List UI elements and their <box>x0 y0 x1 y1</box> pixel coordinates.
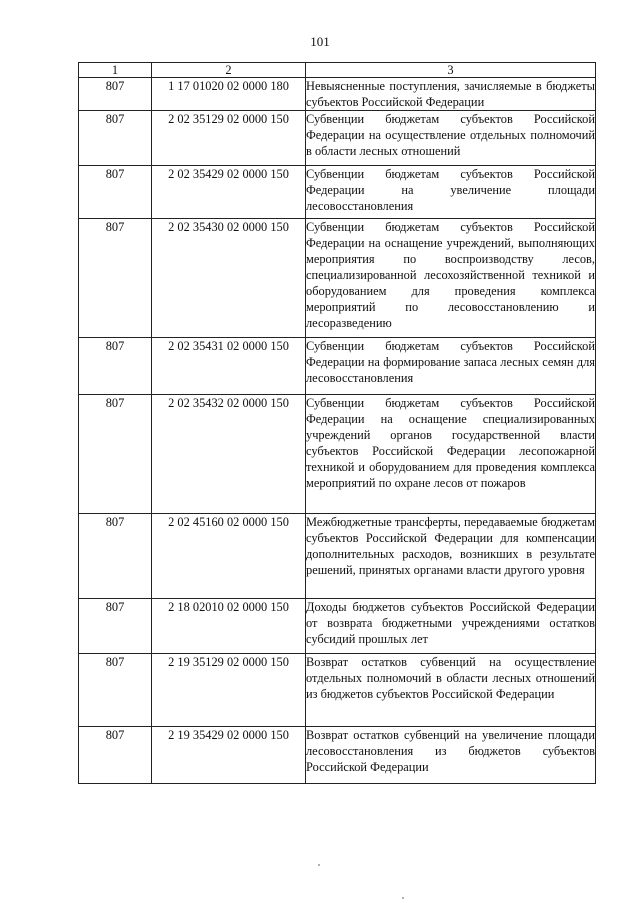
column-header-3: 3 <box>306 63 596 78</box>
column-header-1: 1 <box>79 63 152 78</box>
admin-code-cell: 807 <box>79 654 152 727</box>
column-header-2: 2 <box>152 63 306 78</box>
description-cell: Возврат остатков субвенций на увеличение площади лесовосстановления из бюджетов субъектов Российской Федерации <box>306 727 596 784</box>
admin-code-cell: 807 <box>79 599 152 654</box>
description-cell: Субвенции бюджетам субъектов Российской Федерации на осуществление отдельных полномочий в области лесных отношений <box>306 111 596 166</box>
table-row <box>79 395 596 514</box>
admin-code-cell: 807 <box>79 111 152 166</box>
budget-classification-table <box>78 62 596 784</box>
kbk-code-cell: 2 19 35129 02 0000 150 <box>152 654 306 727</box>
description-cell: Невыясненные поступления, зачисляемые в бюджеты субъектов Российской Федерации <box>306 79 595 109</box>
description-cell: Возврат остатков субвенций на осуществление отдельных полномочий в области лесных отношений из бюджетов субъектов Российской Федерации <box>306 654 596 727</box>
description-cell: Межбюджетные трансферты, передаваемые бюджетам субъектов Российской Федерации для компенсации дополнительных расходов, возникших в результате решений, принятых органами власти другого уровня <box>306 514 596 599</box>
admin-code-cell: 807 <box>79 514 152 599</box>
description-cell: Субвенции бюджетам субъектов Российской Федерации на формирование запаса лесных семян для лесовосстановления <box>306 338 596 395</box>
admin-code-cell: 807 <box>79 78 152 111</box>
kbk-code-cell: 2 02 35432 02 0000 150 <box>152 395 306 514</box>
table-row <box>79 219 596 338</box>
kbk-code-cell: 2 02 45160 02 0000 150 <box>152 514 306 599</box>
admin-code-cell: 807 <box>79 338 152 395</box>
kbk-code-cell: 2 02 35429 02 0000 150 <box>152 166 306 219</box>
scan-speck <box>318 864 320 866</box>
kbk-code-cell: 2 02 35430 02 0000 150 <box>152 219 306 338</box>
kbk-code-cell: 1 17 01020 02 0000 180 <box>152 78 306 111</box>
table-row <box>79 166 596 219</box>
table-row <box>79 727 596 784</box>
kbk-code-cell: 2 02 35431 02 0000 150 <box>152 338 306 395</box>
kbk-code-cell: 2 18 02010 02 0000 150 <box>152 599 306 654</box>
kbk-code-cell: 2 19 35429 02 0000 150 <box>152 727 306 784</box>
scan-speck <box>402 897 404 899</box>
table-row <box>79 338 596 395</box>
kbk-code-cell: 2 02 35129 02 0000 150 <box>152 111 306 166</box>
table-row <box>79 78 596 111</box>
description-cell: Субвенции бюджетам субъектов Российской Федерации на оснащение учреждений, выполняющих мероприятия по воспроизводству лесов, специализированной лесохозяйственной техникой и оборудованием для проведения комплекса мероприятий по лесовосстановлению и лесоразведению <box>306 219 596 338</box>
table-header-row <box>79 63 596 78</box>
admin-code-cell: 807 <box>79 727 152 784</box>
description-cell: Субвенции бюджетам субъектов Российской Федерации на увеличение площади лесовосстановления <box>306 166 596 219</box>
admin-code-cell: 807 <box>79 219 152 338</box>
table-row <box>79 599 596 654</box>
table-row <box>79 514 596 599</box>
table-row <box>79 654 596 727</box>
description-cell: Субвенции бюджетам субъектов Российской Федерации на оснащение специализированных учреждений органов государственной власти субъектов Российской Федерации лесопожарной техникой и оборудованием для проведения комплекса мероприятий по охране лесов от пожаров <box>306 395 596 514</box>
admin-code-cell: 807 <box>79 395 152 514</box>
table-row <box>79 111 596 166</box>
description-cell: Доходы бюджетов субъектов Российской Федерации от возврата бюджетными учреждениями остатков субсидий прошлых лет <box>306 599 596 654</box>
page-number: 101 <box>310 34 330 49</box>
admin-code-cell: 807 <box>79 166 152 219</box>
